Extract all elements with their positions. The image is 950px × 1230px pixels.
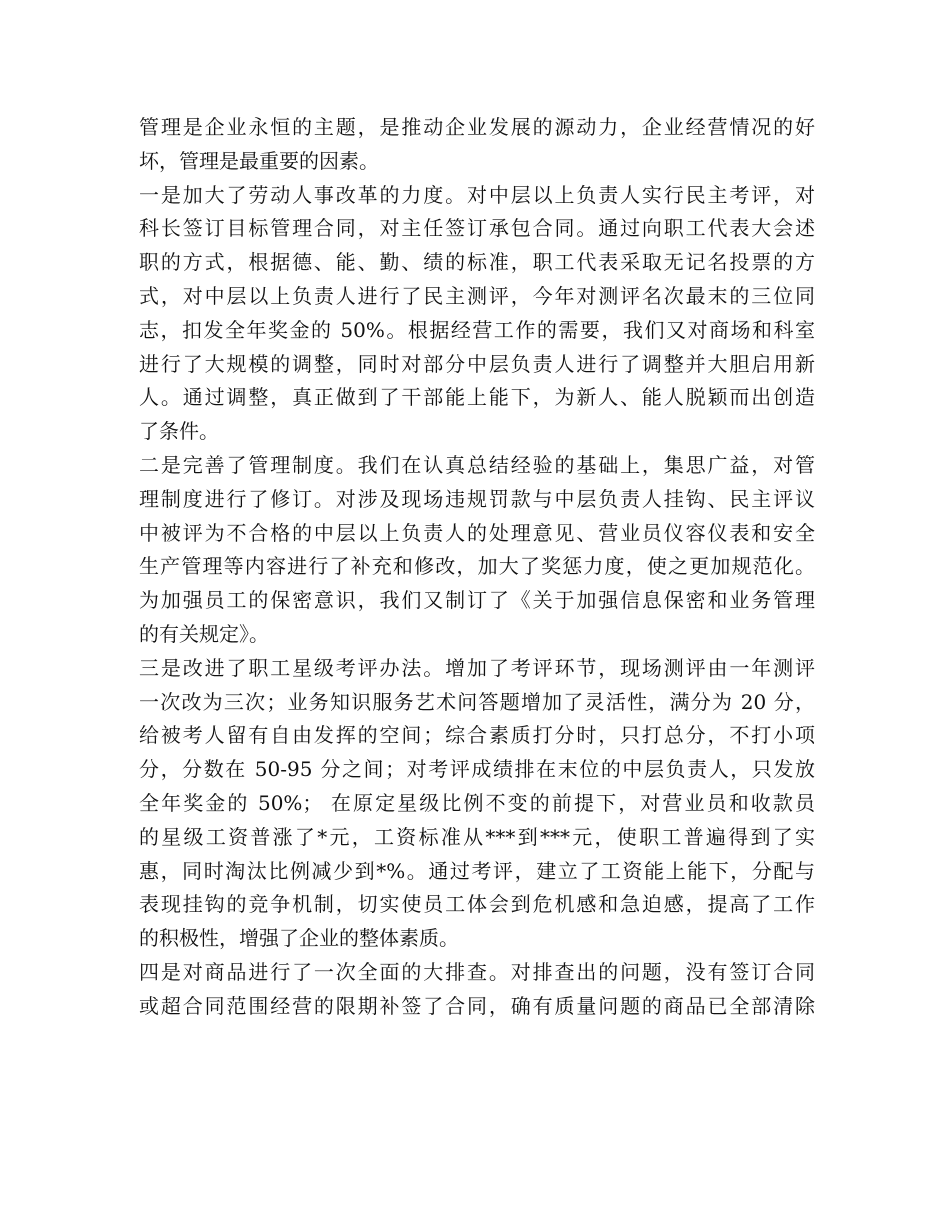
text-line: 管理是企业永恒的主题，是推动企业发展的源动力，企业经营情况的好 [139,115,815,139]
text-line: 一是加大了劳动人事改革的力度。对中层以上负责人实行民主考评，对 [139,182,815,207]
text-line: 职的方式，根据德、能、勤、绩的标准，职工代表采取无记名投票的方 [139,250,815,275]
text-line: 表现挂钩的竞争机制，切实使员工体会到危机感和急迫感，提高了工作 [139,892,815,917]
text-line: 理制度进行了修订。对涉及现场违规罚款与中层负责人挂钩、民主评议 [139,486,815,511]
text-line: 志，扣发全年奖金的 50%。根据经营工作的需要，我们又对商场和科室 [139,317,815,342]
text-line: 生产管理等内容进行了补充和修改，加大了奖惩力度，使之更加规范化。 [139,554,815,579]
text-line: 进行了大规模的调整，同时对部分中层负责人进行了调整并大胆启用新 [139,351,815,376]
text-line: 的星级工资普涨了*元，工资标准从***到***元，使职工普遍得到了实 [139,824,815,849]
text-line: 三是改进了职工星级考评办法。增加了考评环节，现场测评由一年测评 [139,655,815,680]
text-line: 人。通过调整，真正做到了干部能上能下，为新人、能人脱颖而出创造 [139,385,815,410]
text-line: 或超合同范围经营的限期补签了合同，确有质量问题的商品已全部清除 [139,993,815,1018]
text-line: 中被评为不合格的中层以上负责人的处理意见、营业员仪容仪表和安全 [139,520,815,545]
text-line: 全年奖金的 50%； 在原定星级比例不变的前提下，对营业员和收款员 [139,790,815,815]
text-line: 式，对中层以上负责人进行了民主测评，今年对测评名次最末的三位同 [139,283,815,308]
text-line: 一次改为三次；业务知识服务艺术问答题增加了灵活性，满分为 20 分， [139,689,815,714]
text-line: 的有关规定》。 [139,621,269,646]
text-line: 坏，管理是最重要的因素。 [139,148,379,173]
text-line: 了条件。 [139,419,219,444]
document-body [139,111,815,1024]
text-line: 四是对商品进行了一次全面的大排查。对排查出的问题，没有签订合同 [139,959,815,984]
text-line: 惠，同时淘汰比例减少到*%。通过考评，建立了工资能上能下，分配与 [139,858,815,883]
text-line: 分，分数在 50-95 分之间；对考评成绩排在末位的中层负责人，只发放 [139,757,815,782]
text-line: 二是完善了管理制度。我们在认真总结经验的基础上，集思广益，对管 [139,452,815,477]
text-line: 科长签订目标管理合同，对主任签订承包合同。通过向职工代表大会述 [139,216,815,241]
text-line: 的积极性，增强了企业的整体素质。 [139,926,459,951]
text-line: 给被考人留有自由发挥的空间；综合素质打分时，只打总分，不打小项 [139,723,815,748]
text-line: 为加强员工的保密意识，我们又制订了《关于加强信息保密和业务管理 [139,588,815,613]
